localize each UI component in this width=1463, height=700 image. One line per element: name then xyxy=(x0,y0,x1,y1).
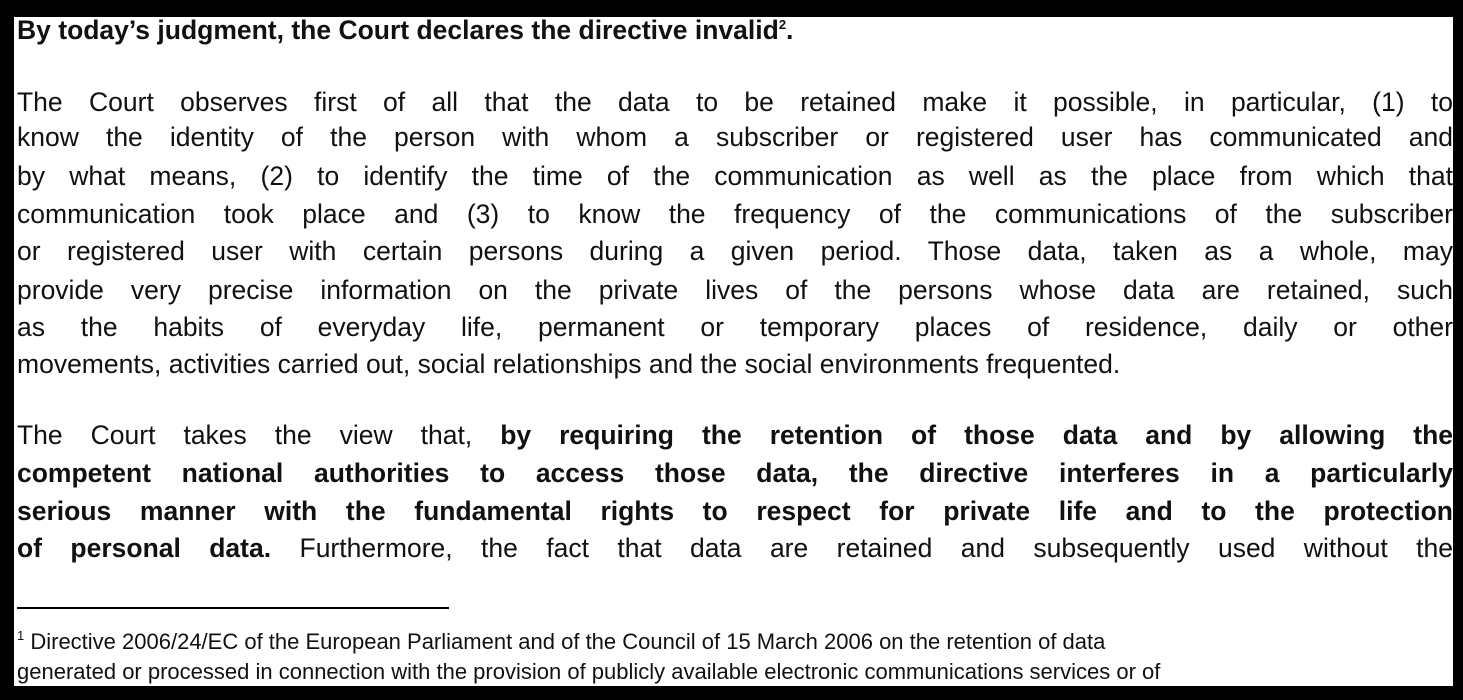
paragraph-2-line: serious manner with the fundamental rights to respect for private life and to the protection xyxy=(17,496,1453,526)
document-page xyxy=(14,17,1453,686)
paragraph-1-line: or registered user with certain persons during a given period. Those data, taken as a whole, may xyxy=(17,236,1453,266)
paragraph-2-text: Furthermore, the fact that data are retained and subsequently used without the xyxy=(271,533,1453,563)
paragraph-2-line xyxy=(17,419,1453,451)
heading-text: By today’s judgment, the Court declares the directive invalid xyxy=(17,17,779,45)
paragraph-1-line: movements, activities carried out, social relationships and the social environments frequented. xyxy=(17,349,1121,379)
footnote-line xyxy=(17,628,1447,656)
footnote-separator xyxy=(17,607,449,609)
paragraph-2-bold-text: of personal data. xyxy=(17,533,272,563)
footnote-marker: 1 xyxy=(17,628,25,643)
paragraph-2-line xyxy=(17,532,1453,564)
footnote-line: generated or processed in connection with the provision of publicly available electronic communications services or of xyxy=(17,659,1161,684)
heading xyxy=(17,17,1453,46)
paragraph-2-line: competent national authorities to access those data, the directive interferes in a particularly xyxy=(17,458,1453,488)
paragraph-1-line: provide very precise information on the private lives of the persons whose data are retained, such xyxy=(17,275,1453,305)
paragraph-1-line: communication took place and (3) to know the frequency of the communications of the subscriber xyxy=(17,199,1453,229)
footnote-reference: 2 xyxy=(778,17,787,33)
paragraph-2-text: The Court takes the view that, xyxy=(17,420,501,450)
footnote-text: Directive 2006/24/EC of the European Parliament and of the Council of 15 March 2006 on the retention of data xyxy=(24,629,1106,654)
paragraph-1-line: The Court observes first of all that the data to be retained make it possible, in particular, (1) to xyxy=(17,87,1453,117)
paragraph-1-line: as the habits of everyday life, permanent or temporary places of residence, daily or other xyxy=(17,312,1453,342)
paragraph-2-bold-text: by requiring the retention of those data and by allowing the xyxy=(500,420,1453,450)
paragraph-1-line: know the identity of the person with whom a subscriber or registered user has communicated and xyxy=(17,122,1453,152)
paragraph-1-line: by what means, (2) to identify the time of the communication as well as the place from which that xyxy=(17,161,1453,191)
heading-period: . xyxy=(786,17,794,45)
